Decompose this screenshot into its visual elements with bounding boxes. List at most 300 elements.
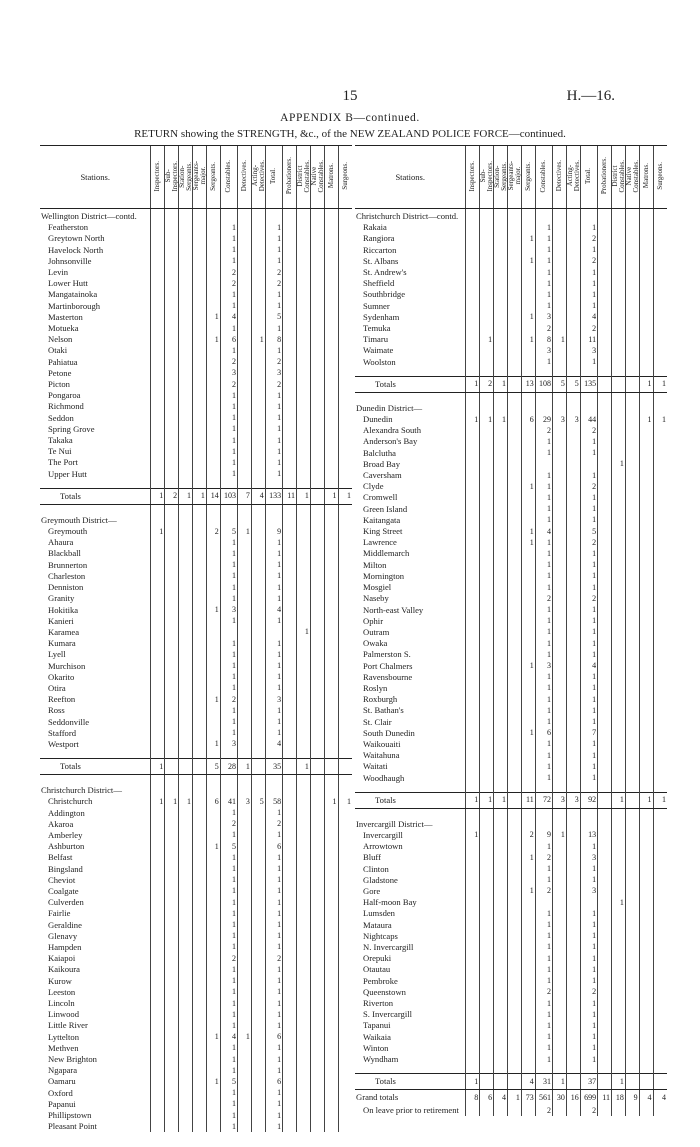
table-cell — [238, 1020, 252, 1031]
table-cell — [553, 694, 567, 705]
table-cell — [625, 683, 639, 694]
table-cell: 1 — [580, 638, 597, 649]
table-cell — [193, 739, 207, 750]
table-cell — [639, 1032, 653, 1043]
table-cell — [310, 390, 324, 401]
table-cell: 3 — [580, 345, 597, 356]
table-cell — [151, 661, 165, 672]
table-cell — [598, 537, 612, 548]
table-cell — [639, 953, 653, 964]
station-name — [40, 582, 151, 593]
table-cell — [193, 582, 207, 593]
table-cell — [165, 357, 179, 368]
table-cell — [179, 593, 193, 604]
table-cell: 2 — [220, 357, 237, 368]
table-cell — [338, 413, 352, 424]
table-cell — [566, 942, 580, 953]
strength-table-right — [355, 145, 667, 1116]
table-cell — [296, 908, 310, 919]
table-cell — [310, 480, 324, 489]
table-cell — [639, 323, 653, 334]
table-row — [40, 537, 352, 548]
table-cell — [193, 233, 207, 244]
table-cell — [521, 705, 535, 716]
column-header — [251, 146, 265, 209]
table-cell — [480, 661, 494, 672]
table-cell — [494, 694, 508, 705]
table-cell — [324, 323, 338, 334]
table-cell — [238, 728, 252, 739]
table-cell — [611, 638, 625, 649]
table-cell: 1 — [580, 560, 597, 571]
station-name — [40, 379, 151, 390]
table-cell — [480, 1009, 494, 1020]
table-cell — [494, 470, 508, 481]
table-cell — [521, 515, 535, 526]
station-label: Ravensbourne — [363, 671, 413, 682]
table-cell — [553, 492, 567, 503]
table-cell: 1 — [521, 537, 535, 548]
table-row — [40, 233, 352, 244]
station-label: Woolston — [363, 356, 396, 367]
table-cell — [310, 593, 324, 604]
table-cell — [611, 357, 625, 368]
table-cell — [653, 301, 667, 312]
table-cell — [480, 886, 494, 897]
column-header — [283, 146, 297, 209]
column-header — [338, 146, 352, 209]
station-label: Masterton — [48, 311, 83, 322]
table-cell — [466, 1065, 480, 1074]
table-cell — [296, 457, 310, 468]
table-cell: 5 — [220, 526, 237, 537]
table-cell — [238, 830, 252, 841]
table-cell — [653, 739, 667, 750]
table-cell: 1 — [466, 1074, 480, 1090]
table-cell — [193, 759, 207, 775]
table-cell — [521, 942, 535, 953]
table-cell — [494, 739, 508, 750]
table-cell — [296, 401, 310, 412]
table-cell: 1 — [265, 301, 282, 312]
table-cell — [466, 392, 480, 401]
table-cell: 1 — [220, 942, 237, 953]
table-row — [355, 1043, 667, 1054]
station-label: Upper Hutt — [48, 468, 87, 479]
table-cell — [296, 998, 310, 1009]
table-cell — [283, 987, 297, 998]
table-cell — [296, 222, 310, 233]
table-cell — [310, 245, 324, 256]
table-cell: 1 — [265, 987, 282, 998]
table-cell — [251, 1088, 265, 1099]
table-cell — [193, 222, 207, 233]
table-cell — [355, 808, 466, 817]
station-label: Greytown North — [48, 233, 105, 244]
station-name — [355, 233, 466, 244]
table-cell: 6 — [265, 1076, 282, 1087]
table-cell — [338, 875, 352, 886]
table-cell — [310, 537, 324, 548]
station-label: Nightcaps — [363, 930, 398, 941]
table-cell — [165, 875, 179, 886]
table-cell: 1 — [220, 401, 237, 412]
table-cell — [206, 278, 220, 289]
table-cell — [598, 222, 612, 233]
table-cell — [165, 1121, 179, 1132]
table-cell — [283, 717, 297, 728]
station-label: Reefton — [48, 694, 76, 705]
table-cell: 1 — [580, 1043, 597, 1054]
station-name — [40, 222, 151, 233]
table-row — [355, 436, 667, 447]
table-cell — [521, 448, 535, 459]
table-cell — [238, 987, 252, 998]
table-cell — [553, 209, 567, 223]
table-cell — [296, 886, 310, 897]
table-cell: 1 — [535, 920, 552, 931]
station-name — [355, 504, 466, 515]
table-cell — [466, 245, 480, 256]
table-cell — [206, 683, 220, 694]
table-cell: 9 — [625, 1090, 639, 1106]
table-row — [40, 1110, 352, 1121]
table-cell — [151, 808, 165, 819]
right-table-panel — [355, 145, 667, 1116]
table-cell — [193, 278, 207, 289]
table-cell — [653, 942, 667, 953]
table-cell — [165, 683, 179, 694]
table-cell — [508, 1074, 522, 1090]
table-cell: 2 — [535, 852, 552, 863]
table-cell — [324, 345, 338, 356]
table-cell — [480, 401, 494, 414]
table-cell — [466, 401, 480, 414]
table-cell — [251, 345, 265, 356]
table-cell — [508, 808, 522, 817]
table-cell — [338, 593, 352, 604]
table-cell — [338, 571, 352, 582]
totals-row — [355, 1074, 667, 1090]
table-cell: 1 — [639, 414, 653, 425]
station-name — [40, 245, 151, 256]
table-cell — [553, 1105, 567, 1116]
table-cell — [238, 875, 252, 886]
table-cell — [639, 1009, 653, 1020]
table-cell — [283, 998, 297, 1009]
table-cell — [598, 875, 612, 886]
table-cell — [521, 1054, 535, 1065]
table-cell — [338, 469, 352, 480]
table-cell — [494, 209, 508, 223]
table-cell — [265, 627, 282, 638]
table-cell — [639, 233, 653, 244]
table-cell — [238, 357, 252, 368]
table-cell — [494, 987, 508, 998]
table-cell: 1 — [521, 526, 535, 537]
table-cell — [338, 267, 352, 278]
table-cell — [193, 513, 207, 526]
table-cell — [553, 560, 567, 571]
table-cell — [611, 368, 625, 377]
table-cell: 2 — [220, 694, 237, 705]
table-cell — [480, 593, 494, 604]
table-cell — [151, 627, 165, 638]
table-row — [355, 953, 667, 964]
table-cell — [494, 920, 508, 931]
table-cell — [324, 976, 338, 987]
table-cell: 1 — [611, 459, 625, 470]
table-cell — [40, 750, 151, 759]
table-cell — [611, 582, 625, 593]
table-cell — [598, 908, 612, 919]
table-cell — [165, 435, 179, 446]
table-cell — [566, 1054, 580, 1065]
table-cell: 1 — [535, 683, 552, 694]
table-cell — [508, 526, 522, 537]
station-name — [40, 897, 151, 908]
table-cell — [296, 548, 310, 559]
table-cell — [238, 513, 252, 526]
station-name — [40, 537, 151, 548]
station-label: Greymouth — [48, 526, 88, 537]
table-cell — [553, 256, 567, 267]
table-cell — [324, 526, 338, 537]
table-cell — [598, 593, 612, 604]
table-cell: 1 — [265, 728, 282, 739]
table-cell — [566, 852, 580, 863]
table-cell: 1 — [220, 728, 237, 739]
table-row — [40, 931, 352, 942]
table-cell: 1 — [265, 401, 282, 412]
table-cell — [251, 705, 265, 716]
table-cell — [508, 233, 522, 244]
table-cell — [566, 1032, 580, 1043]
table-cell — [611, 436, 625, 447]
table-cell — [283, 649, 297, 660]
table-cell — [193, 537, 207, 548]
table-cell — [653, 222, 667, 233]
table-cell — [251, 759, 265, 775]
table-row — [40, 942, 352, 953]
table-cell — [151, 638, 165, 649]
table-cell — [480, 368, 494, 377]
table-row — [40, 457, 352, 468]
table-cell — [625, 792, 639, 808]
table-cell — [179, 705, 193, 716]
table-cell — [283, 841, 297, 852]
table-cell — [193, 1121, 207, 1132]
table-cell: 1 — [265, 413, 282, 424]
table-cell — [598, 605, 612, 616]
table-cell — [611, 233, 625, 244]
table-cell — [338, 808, 352, 819]
table-cell — [466, 301, 480, 312]
station-name — [40, 513, 151, 526]
table-cell — [165, 672, 179, 683]
table-cell — [165, 323, 179, 334]
station-label: Alexandra South — [363, 425, 421, 436]
table-cell — [494, 233, 508, 244]
table-cell: 2 — [535, 323, 552, 334]
table-cell — [151, 942, 165, 953]
table-cell — [310, 897, 324, 908]
table-cell — [466, 436, 480, 447]
table-cell — [338, 1065, 352, 1076]
table-cell — [480, 425, 494, 436]
table-cell — [206, 469, 220, 480]
table-cell — [206, 897, 220, 908]
table-cell — [206, 783, 220, 796]
table-cell — [251, 920, 265, 931]
table-cell — [566, 683, 580, 694]
station-label: N. Invercargill — [363, 941, 414, 952]
table-cell — [625, 1009, 639, 1020]
table-cell: 2 — [580, 537, 597, 548]
table-cell — [521, 357, 535, 368]
table-row — [40, 1121, 352, 1132]
table-cell: 1 — [251, 334, 265, 345]
table-cell — [611, 852, 625, 863]
table-cell — [625, 448, 639, 459]
table-cell — [625, 739, 639, 750]
table-cell — [598, 616, 612, 627]
table-cell — [179, 267, 193, 278]
station-name — [40, 717, 151, 728]
table-cell — [566, 605, 580, 616]
table-cell — [151, 1099, 165, 1110]
table-cell — [338, 1076, 352, 1087]
table-cell — [206, 886, 220, 897]
table-cell — [521, 841, 535, 852]
table-cell — [296, 312, 310, 323]
table-cell: 7 — [580, 728, 597, 739]
table-cell: 1 — [580, 864, 597, 875]
column-header-label: Station- Sergeants. — [178, 161, 194, 191]
table-cell — [639, 728, 653, 739]
table-cell — [251, 267, 265, 278]
table-cell — [466, 841, 480, 852]
column-header-label: Station- Sergeants. — [493, 161, 509, 191]
table-cell — [251, 401, 265, 412]
table-cell — [494, 672, 508, 683]
table-cell: 1 — [220, 908, 237, 919]
table-cell — [466, 1009, 480, 1020]
table-cell — [553, 323, 567, 334]
table-cell — [494, 773, 508, 784]
table-cell — [296, 819, 310, 830]
table-cell — [206, 908, 220, 919]
table-cell — [508, 301, 522, 312]
table-cell — [494, 616, 508, 627]
table-cell — [296, 1032, 310, 1043]
table-cell — [625, 920, 639, 931]
table-cell — [238, 446, 252, 457]
station-label: Christchurch District—contd. — [356, 211, 459, 221]
station-label: Waitahuna — [363, 750, 400, 761]
table-cell — [206, 1020, 220, 1031]
table-cell — [611, 830, 625, 841]
table-cell — [566, 323, 580, 334]
table-cell — [598, 1032, 612, 1043]
table-cell — [238, 278, 252, 289]
table-cell — [480, 312, 494, 323]
table-cell — [553, 1043, 567, 1054]
table-cell — [566, 773, 580, 784]
table-cell — [480, 481, 494, 492]
table-cell: 1 — [535, 694, 552, 705]
table-cell — [238, 661, 252, 672]
table-cell — [598, 376, 612, 392]
station-label: Geraldine — [48, 919, 82, 930]
table-cell — [639, 1054, 653, 1065]
table-cell — [653, 492, 667, 503]
table-cell — [580, 209, 597, 223]
station-label: Ashburton — [48, 841, 85, 852]
table-cell — [283, 334, 297, 345]
table-cell — [179, 649, 193, 660]
table-cell — [494, 582, 508, 593]
table-cell — [653, 357, 667, 368]
table-cell — [653, 808, 667, 817]
table-cell — [310, 1054, 324, 1065]
station-name — [355, 649, 466, 660]
table-cell — [553, 401, 567, 414]
table-cell — [310, 368, 324, 379]
strength-table-left — [40, 145, 352, 1132]
spacer-row — [40, 480, 352, 489]
table-cell — [179, 312, 193, 323]
table-row — [40, 390, 352, 401]
table-cell — [151, 750, 165, 759]
table-cell — [466, 717, 480, 728]
table-cell — [310, 209, 324, 223]
table-cell — [625, 289, 639, 300]
table-cell — [653, 773, 667, 784]
table-cell — [553, 784, 567, 793]
column-header — [151, 146, 165, 209]
table-cell — [521, 209, 535, 223]
table-cell — [310, 627, 324, 638]
table-cell — [466, 649, 480, 660]
table-cell — [193, 413, 207, 424]
table-cell — [494, 1032, 508, 1043]
table-cell — [653, 605, 667, 616]
table-cell: 1 — [535, 739, 552, 750]
table-cell — [521, 976, 535, 987]
table-cell — [238, 233, 252, 244]
table-row — [40, 886, 352, 897]
table-cell — [165, 705, 179, 716]
table-cell — [611, 649, 625, 660]
table-cell — [151, 513, 165, 526]
table-cell — [611, 942, 625, 953]
table-cell — [151, 289, 165, 300]
station-name — [355, 1054, 466, 1065]
table-cell — [324, 368, 338, 379]
table-cell — [238, 783, 252, 796]
table-cell — [338, 1110, 352, 1121]
table-cell — [193, 964, 207, 975]
table-cell — [338, 931, 352, 942]
station-label: Ngapara — [48, 1065, 78, 1076]
table-cell — [283, 819, 297, 830]
table-cell — [283, 694, 297, 705]
table-cell — [566, 1074, 580, 1090]
table-cell — [466, 875, 480, 886]
table-cell — [165, 739, 179, 750]
table-cell — [480, 571, 494, 582]
